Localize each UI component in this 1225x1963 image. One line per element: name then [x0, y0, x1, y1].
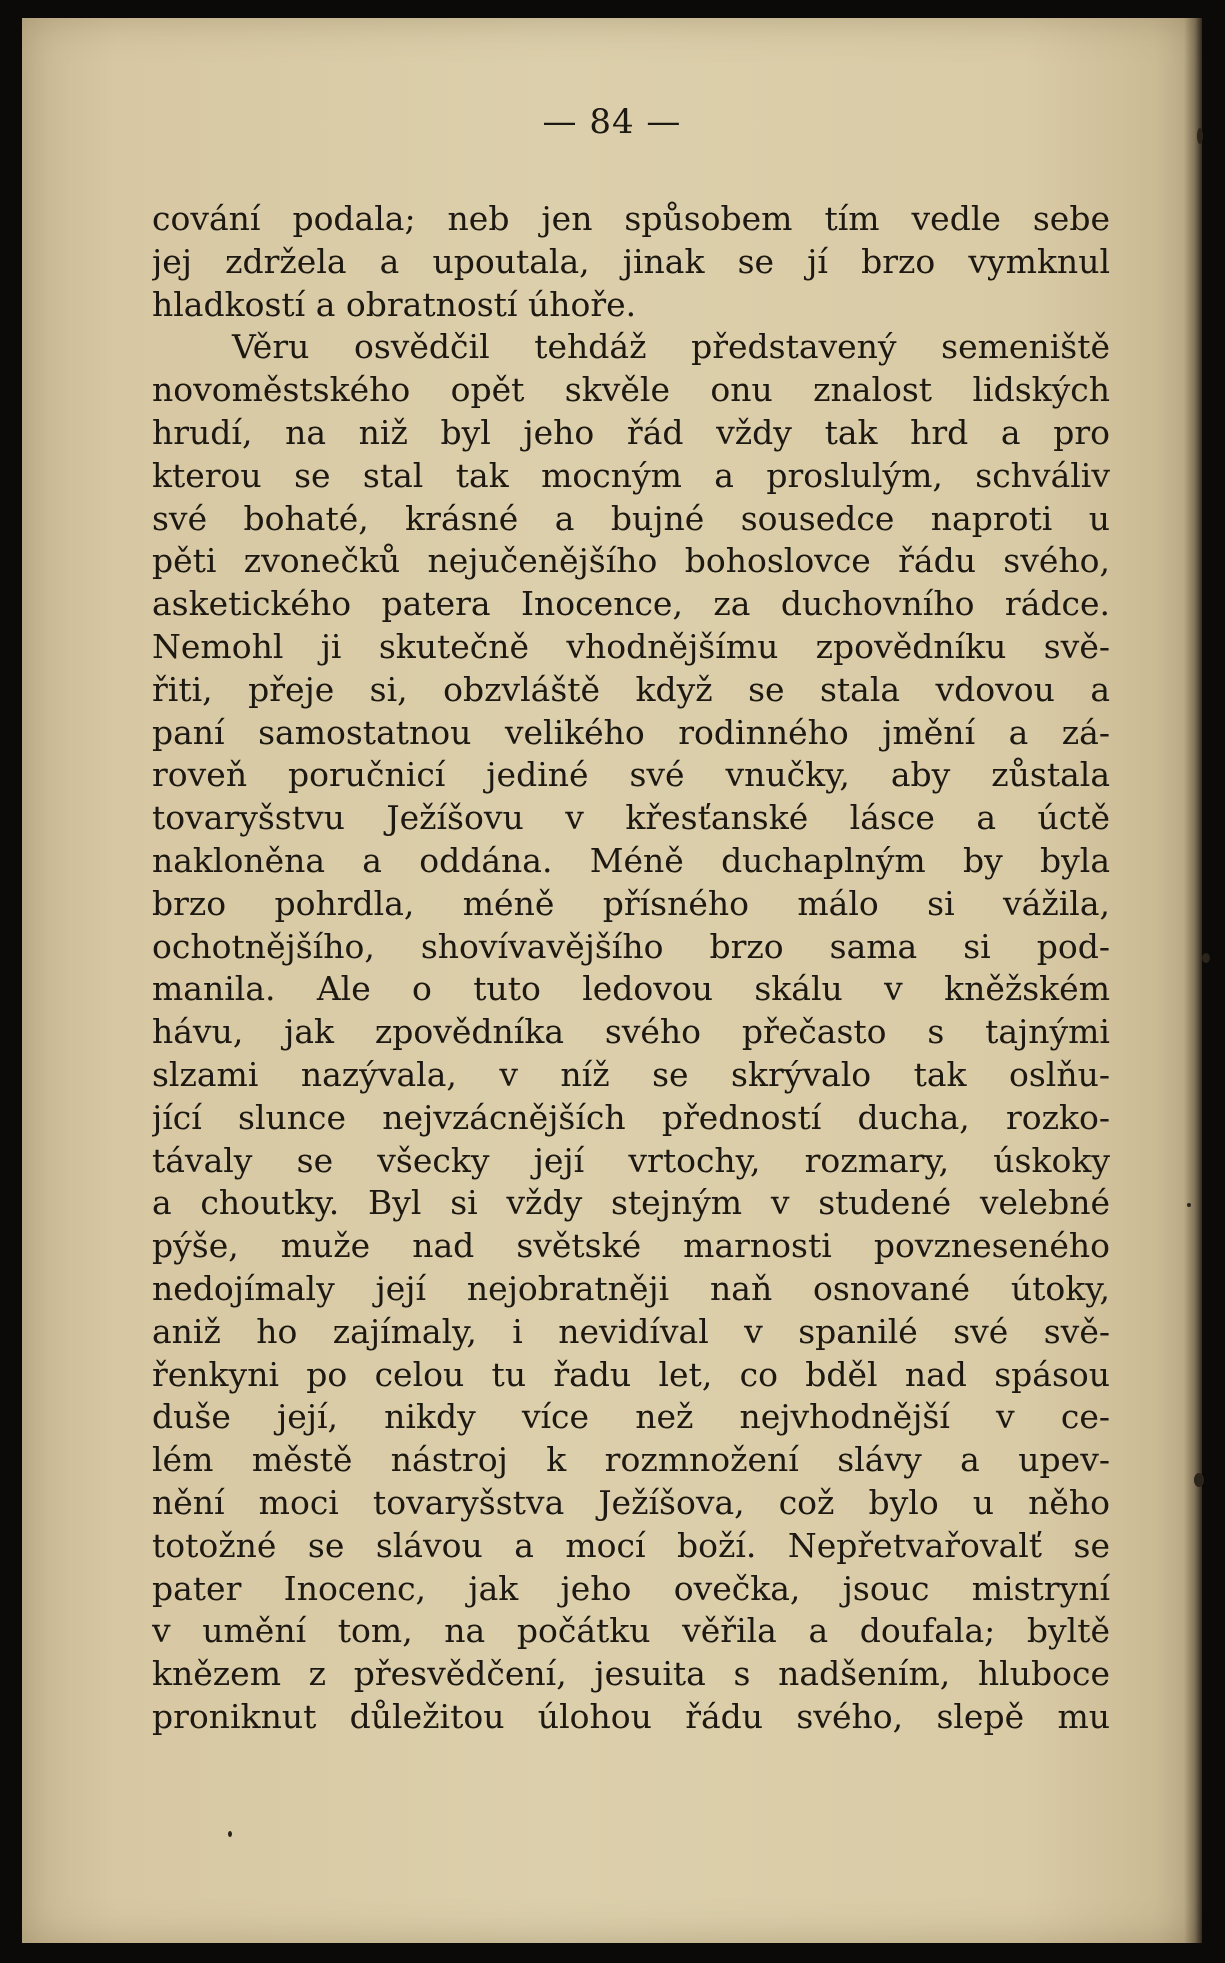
text-line: jící slunce nejvzácnějších předností ducha, rozko- — [152, 1097, 1110, 1137]
text-line: knězem z přesvědčení, jesuita s nadšením, hluboce — [152, 1654, 1110, 1694]
text-line: proniknut důležitou úlohou řádu svého, slepě mu — [152, 1696, 1110, 1736]
text-line: nedojímaly její nejobratněji naň osnované útoky, — [152, 1268, 1110, 1308]
text-line: cování podala; neb jen spůsobem tím vedle sebe — [152, 199, 1110, 238]
book-page — [22, 18, 1202, 1943]
text-line: pýše, muže nad světské marnosti povzneseného — [152, 1226, 1110, 1266]
text-line: hladkostí a obratností úhoře. — [152, 284, 637, 324]
body-text — [152, 198, 1110, 1739]
text-line: v umění tom, na počátku věřila a doufala; byltě — [152, 1611, 1110, 1651]
text-line: pěti zvonečků nejučenějšího bohoslovce řádu svého, — [152, 541, 1110, 581]
text-line: své bohaté, krásné a bujné sousedce naproti u — [152, 498, 1110, 538]
ink-speck — [1202, 953, 1210, 963]
text-line: hávu, jak zpovědníka svého přečasto s tajnými — [152, 1012, 1110, 1052]
text-line: novoměstského opět skvěle onu znalost lidských — [152, 370, 1110, 410]
page-edge-shadow — [1184, 18, 1202, 1943]
text-line: hrudí, na niž byl jeho řád vždy tak hrd a pro — [152, 412, 1110, 452]
text-line: totožné se slávou a mocí boží. Nepřetvařovalť se — [152, 1525, 1110, 1565]
text-line: nakloněna a oddána. Méně duchaplným by byla — [152, 840, 1110, 880]
text-line: nění moci tovaryšstva Ježíšova, což bylo u něho — [152, 1482, 1110, 1522]
text-line: roveň poručnicí jediné své vnučky, aby zůstala — [152, 755, 1110, 795]
text-line: aniž ho zajímaly, i nevidíval v spanilé své svě- — [152, 1311, 1110, 1351]
text-line: slzami nazývala, v níž se skrývalo tak oslňu- — [152, 1054, 1110, 1094]
text-line: duše její, nikdy více než nejvhodnější v ce- — [152, 1397, 1110, 1437]
text-line: a choutky. Byl si vždy stejným v studené velebné — [152, 1183, 1110, 1223]
text-line: manila. Ale o tuto ledovou skálu v kněžském — [152, 969, 1110, 1009]
ink-speck — [1187, 1203, 1191, 1207]
text-line: kterou se stal tak mocným a proslulým, schváliv — [152, 455, 1110, 495]
text-line: távaly se všecky její vrtochy, rozmary, úskoky — [152, 1140, 1110, 1180]
page-number: — 84 — — [542, 102, 682, 142]
text-line: brzo pohrdla, méně přísného málo si vážila, — [152, 883, 1110, 923]
text-line: pater Inocenc, jak jeho ovečka, jsouc mistryní — [152, 1568, 1110, 1608]
text-line: Nemohl ji skutečně vhodnějšímu zpovědníku svě- — [152, 626, 1110, 666]
ink-speck — [1197, 128, 1203, 144]
text-line: Věru osvědčil tehdáž představený semeniště — [232, 327, 1110, 367]
text-line: ochotnějšího, shovívavějšího brzo sama si pod- — [152, 926, 1110, 966]
ink-speck — [228, 1831, 232, 1837]
ink-speck — [1194, 1473, 1204, 1487]
text-line: řenkyni po celou tu řadu let, co bděl nad spásou — [152, 1354, 1110, 1394]
text-line: lém městě nástroj k rozmnožení slávy a upev- — [152, 1440, 1110, 1480]
text-line: řiti, přeje si, obzvláště když se stala vdovou a — [152, 669, 1110, 709]
text-line: asketického patera Inocence, za duchovního rádce. — [152, 584, 1110, 624]
text-line: paní samostatnou velikého rodinného jmění a zá- — [152, 712, 1110, 752]
text-line: tovaryšstvu Ježíšovu v křesťanské lásce a úctě — [152, 798, 1110, 838]
text-line: jej zdržela a upoutala, jinak se jí brzo vymknul — [152, 241, 1110, 281]
